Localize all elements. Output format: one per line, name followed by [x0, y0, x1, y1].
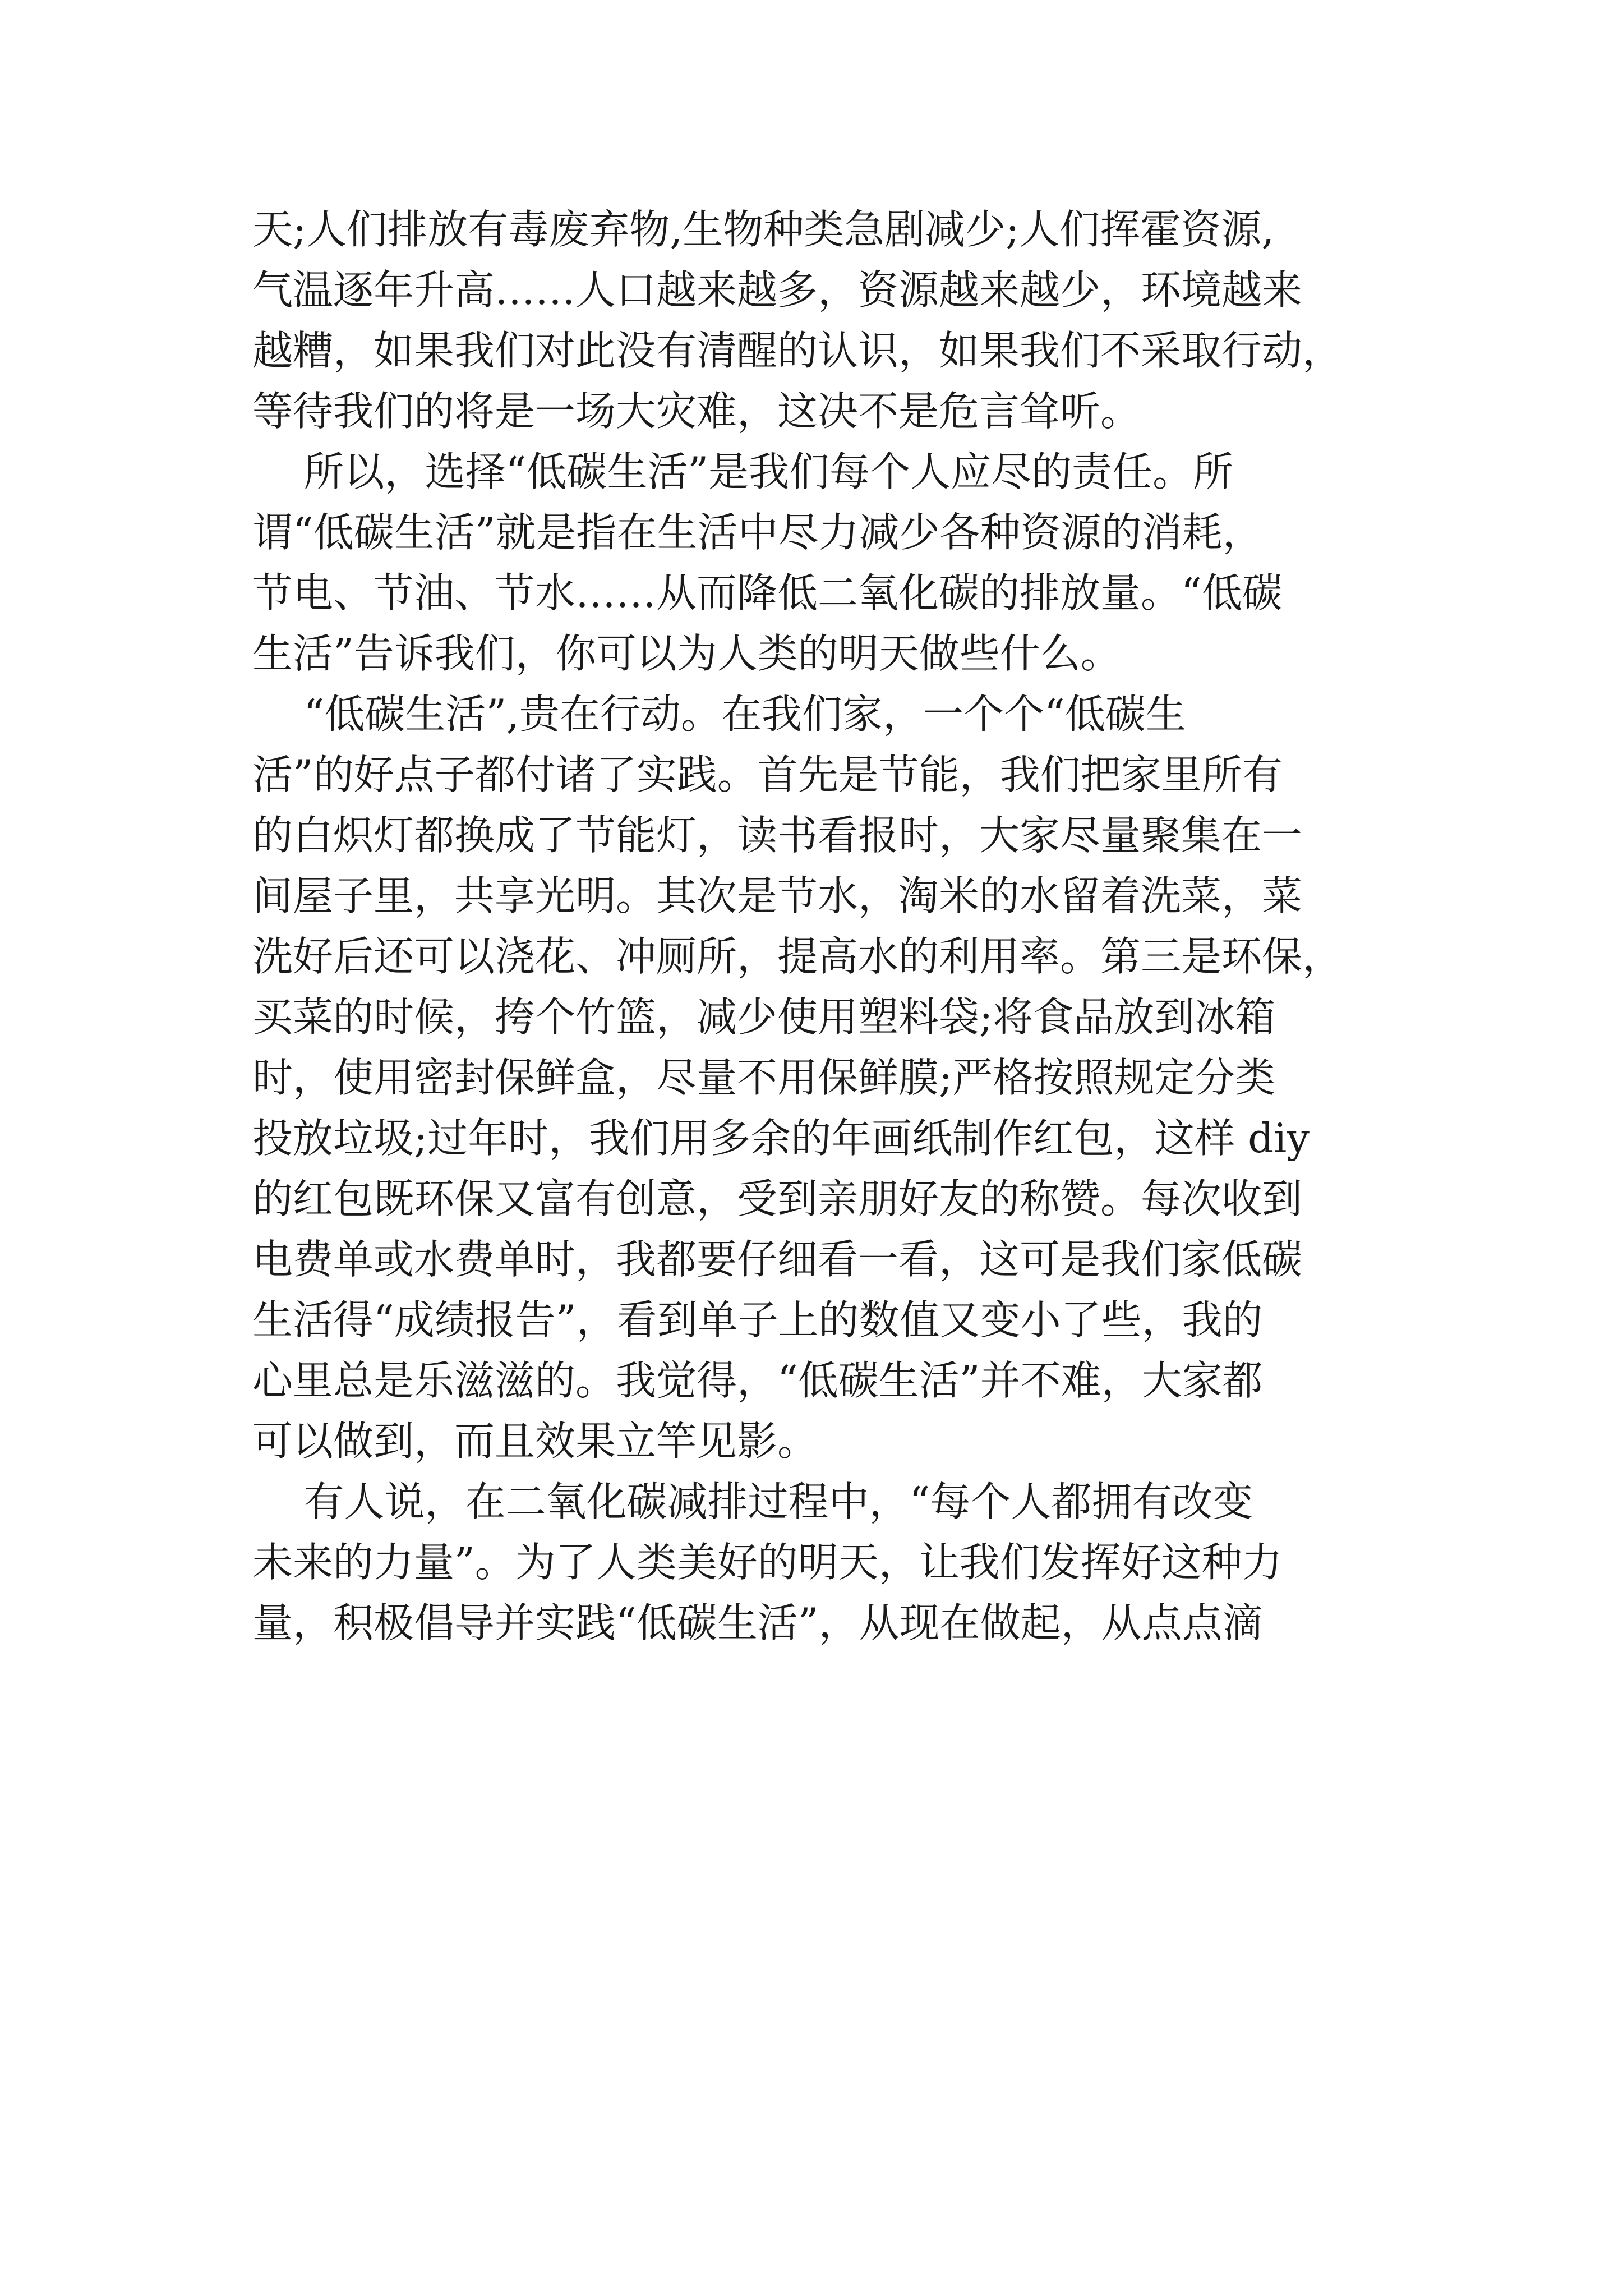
text-line: 所以，选择“低碳生活”是我们每个人应尽的责任。所: [252, 448, 1234, 495]
paragraph-3: [252, 684, 1385, 1471]
text-line: 买菜的时候，挎个竹篮，减少使用塑料袋;将食品放到冰箱: [252, 993, 1276, 1041]
text-line: 量，积极倡导并实践“低碳生活”，从现在做起，从点点滴: [252, 1599, 1263, 1646]
text-line: 可以做到，而且效果立竿见影。: [252, 1418, 818, 1465]
text-line: 节电、节油、节水……从而降低二氧化碳的排放量。“低碳: [252, 569, 1283, 616]
text-line: 生活”告诉我们，你可以为人类的明天做些什么。: [252, 630, 1121, 677]
paragraph-1: [252, 199, 1385, 441]
text-line: 的红包既环保又富有创意，受到亲朋好友的称赞。每次收到: [252, 1175, 1303, 1222]
text-line: 投放垃圾;过年时，我们用多余的年画纸制作红包，这样 diy: [252, 1115, 1310, 1162]
text-line: 间屋子里，共享光明。其次是节水，淘米的水留着洗菜，菜: [252, 872, 1303, 919]
text-line: 的白炽灯都换成了节能灯，读书看报时，大家尽量聚集在一: [252, 812, 1303, 859]
text-line: 越糟，如果我们对此没有清醒的认识，如果我们不采取行动，: [252, 327, 1343, 374]
text-line: 等待我们的将是一场大灾难，这决不是危言耸听。: [252, 388, 1141, 435]
text-line: 活”的好点子都付诸了实践。首先是节能，我们把家里所有: [252, 751, 1283, 798]
text-line: 心里总是乐滋滋的。我觉得，“低碳生活”并不难，大家都: [252, 1357, 1263, 1404]
text-line: 洗好后还可以浇花、冲厕所，提高水的利用率。第三是环保，: [252, 933, 1343, 980]
text-line: 天;人们排放有毒废弃物,生物种类急剧减少;人们挥霍资源,: [252, 206, 1275, 253]
text-line: 电费单或水费单时，我都要仔细看一看，这可是我们家低碳: [252, 1236, 1303, 1283]
text-line: 时，使用密封保鲜盒，尽量不用保鲜膜;严格按照规定分类: [252, 1054, 1276, 1101]
text-line: “低碳生活”,贵在行动。在我们家，一个个“低碳生: [252, 691, 1186, 738]
document-body: [252, 199, 1385, 1653]
text-line: 未来的力量”。为了人类美好的明天，让我们发挥好这种力: [252, 1539, 1283, 1586]
text-line: 生活得“成绩报告”，看到单子上的数值又变小了些，我的: [252, 1296, 1263, 1343]
paragraph-4: [252, 1471, 1385, 1653]
text-line: 谓“低碳生活”就是指在生活中尽力减少各种资源的消耗，: [252, 509, 1263, 556]
paragraph-2: [252, 441, 1385, 684]
text-line: 气温逐年升高……人口越来越多，资源越来越少，环境越来: [252, 266, 1303, 314]
text-line: 有人说，在二氧化碳减排过程中，“每个人都拥有改变: [252, 1478, 1253, 1525]
